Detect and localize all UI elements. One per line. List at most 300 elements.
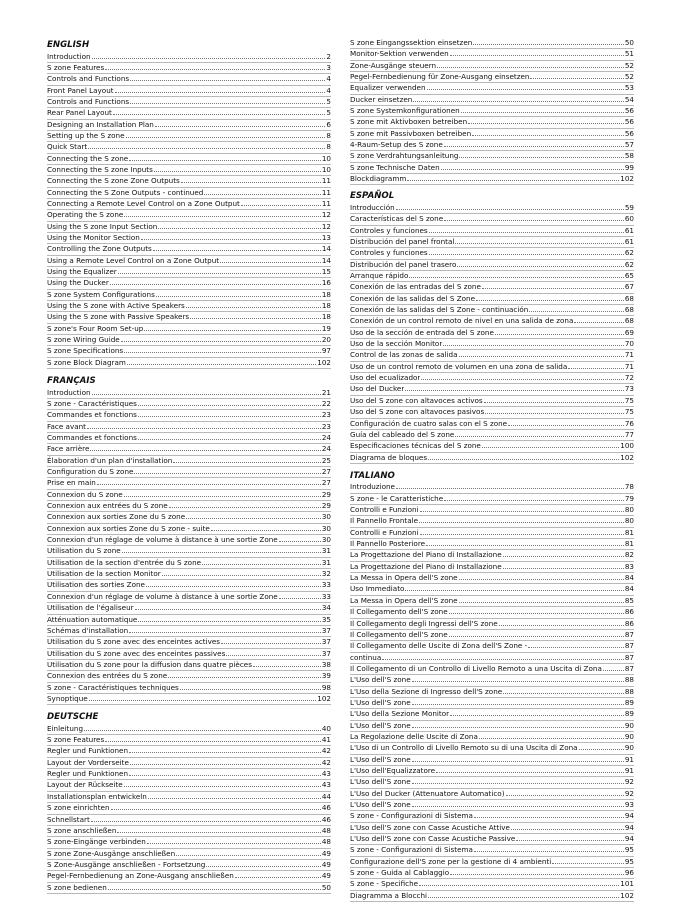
toc-entry[interactable] [350, 95, 634, 106]
toc-entry[interactable] [47, 410, 331, 421]
toc-entry[interactable] [47, 199, 331, 210]
toc-entry[interactable] [350, 271, 634, 282]
toc-entry[interactable] [350, 282, 634, 293]
toc-entry[interactable] [350, 664, 634, 675]
toc-entry-title: Layout der Rückseite [47, 780, 123, 790]
toc-entry[interactable] [350, 163, 634, 174]
toc-entry[interactable] [47, 735, 331, 746]
toc-entry[interactable] [47, 422, 331, 433]
toc-entry-title: La Progettazione del Piano di Installazione [350, 550, 502, 560]
toc-entry[interactable] [350, 117, 634, 128]
toc-entry-page: 11 [321, 187, 331, 197]
leader-dots [396, 488, 624, 489]
toc-entry-title: Connexion d'un réglage de volume à distance à une sortie Zone [47, 535, 278, 545]
toc-entry[interactable] [47, 871, 331, 882]
toc-entry[interactable] [47, 649, 331, 660]
toc-entry-page: 24 [321, 444, 331, 454]
toc-entry[interactable] [47, 501, 331, 512]
toc-entry-page: 80 [624, 505, 634, 515]
toc-entry[interactable] [350, 721, 634, 732]
toc-entry-title: Regler und Funktionen [47, 769, 129, 779]
toc-entry[interactable] [350, 72, 634, 83]
toc-entry-title: S zone's Four Room Set-up [47, 323, 144, 333]
toc-entry-page: 5 [326, 108, 331, 118]
toc-entry-page: 30 [321, 512, 331, 522]
leader-dots [105, 69, 325, 70]
toc-entry[interactable] [350, 868, 634, 879]
toc-entry-page: 13 [321, 233, 331, 242]
toc-entry[interactable] [350, 441, 634, 452]
toc-entry-title: S zone-Eingänge verbinden [47, 837, 146, 847]
toc-entry-page: 79 [624, 493, 634, 503]
toc-entry[interactable] [350, 505, 634, 516]
toc-entry-page: 29 [321, 489, 331, 499]
toc-entry-title: Face avant [47, 421, 86, 431]
leader-dots [437, 67, 624, 68]
toc-entry-title: L'Uso dell'S zone [350, 800, 411, 809]
toc-entry-page: 89 [624, 709, 634, 719]
toc-entry[interactable] [47, 86, 331, 97]
toc-entry[interactable] [47, 478, 331, 489]
toc-entry-title: Atténuation automatique [47, 614, 138, 624]
toc-entry-title: Einleitung [47, 723, 84, 733]
toc-entry-title: Uso Immediato [350, 584, 405, 594]
toc-entry[interactable] [47, 176, 331, 187]
toc-entry[interactable] [47, 165, 331, 176]
toc-entry[interactable] [350, 305, 634, 316]
toc-entry-page: 48 [321, 825, 331, 835]
toc-entry[interactable] [350, 516, 634, 527]
toc-entry-title: Configuración de cuatro salas con el S zone [350, 418, 508, 428]
toc-entry[interactable] [47, 883, 331, 894]
toc-entry[interactable] [350, 482, 634, 493]
toc-entry[interactable] [350, 743, 634, 754]
toc-entry[interactable] [350, 106, 634, 117]
toc-entry-title: Il Collegamento degli Ingressi dell'S zone [350, 618, 498, 628]
toc-entry[interactable] [350, 339, 634, 350]
toc-entry[interactable] [47, 301, 331, 312]
toc-entry-page: 75 [624, 395, 634, 405]
toc-entry-title: Setting up the S zone [47, 130, 125, 140]
toc-entry[interactable] [350, 83, 634, 94]
toc-entry[interactable] [350, 709, 634, 720]
toc-entry[interactable] [47, 210, 331, 221]
toc-entry-page: 85 [624, 595, 634, 605]
leader-dots [459, 157, 623, 158]
toc-entry-page: 12 [321, 221, 331, 231]
leader-dots [202, 564, 321, 565]
toc-entry-page: 60 [624, 214, 634, 224]
toc-entry[interactable] [350, 49, 634, 60]
leader-dots [412, 727, 624, 728]
toc-entry-title: S zone Features [47, 62, 105, 72]
toc-entry[interactable] [350, 396, 634, 407]
toc-entry[interactable] [47, 837, 331, 848]
toc-entry-title: S zone Specifications [47, 346, 124, 356]
toc-entry[interactable] [47, 388, 331, 399]
toc-entry[interactable] [47, 524, 331, 535]
toc-entry[interactable] [47, 278, 331, 289]
toc-entry[interactable] [47, 244, 331, 255]
toc-entry-title: Uso de la sección de entrada del S zone [350, 327, 494, 337]
toc-entry-page: 52 [624, 72, 634, 82]
toc-entry-page: 22 [321, 398, 331, 408]
toc-entry[interactable] [350, 407, 634, 418]
toc-entry[interactable] [47, 290, 331, 301]
toc-entry[interactable] [47, 490, 331, 501]
toc-entry[interactable] [350, 316, 634, 327]
leader-dots [124, 496, 321, 497]
leader-dots [111, 809, 321, 810]
leader-dots [412, 806, 624, 807]
leader-dots [405, 590, 623, 591]
toc-entry[interactable] [350, 653, 634, 664]
toc-entry[interactable] [350, 619, 634, 630]
toc-entry[interactable] [47, 131, 331, 142]
toc-entry-title: Controlling the Zone Outputs [47, 244, 152, 254]
toc-entry[interactable] [350, 823, 634, 834]
section-heading: DEUTSCHE [47, 712, 99, 723]
toc-entry[interactable] [350, 675, 634, 686]
toc-entry[interactable] [350, 584, 634, 595]
toc-entry[interactable] [47, 142, 331, 153]
toc-entry[interactable] [350, 607, 634, 618]
toc-entry[interactable] [47, 433, 331, 444]
toc-entry-title: L'Uso della Sezione Monitor [350, 709, 450, 719]
toc-entry-page: 62 [624, 248, 634, 258]
toc-entry[interactable] [350, 140, 634, 151]
toc-entry-title: Guía del cableado del S zone [350, 429, 455, 439]
leader-dots [253, 666, 321, 667]
toc-entry-title: Connecting the S zone [47, 153, 129, 163]
leader-dots [186, 307, 321, 308]
toc-entry-page: 42 [321, 746, 331, 756]
toc-entry[interactable] [350, 174, 634, 185]
toc-entry[interactable] [47, 324, 331, 335]
toc-entry[interactable] [47, 358, 331, 369]
toc-entry-page: 96 [624, 868, 634, 878]
leader-dots [124, 352, 321, 353]
toc-entry[interactable] [350, 630, 634, 641]
toc-entry[interactable] [350, 857, 634, 868]
leader-dots [444, 146, 624, 147]
toc-entry-title: Commandes et fonctions [47, 410, 137, 420]
toc-entry-title: Designing an Installation Plan [47, 119, 154, 129]
toc-entry-page: 4 [326, 74, 331, 84]
toc-entry[interactable] [47, 803, 331, 814]
toc-entry-page: 101 [620, 879, 634, 889]
toc-entry[interactable] [47, 535, 331, 546]
toc-entry[interactable] [47, 694, 331, 705]
toc-entry[interactable] [350, 528, 634, 539]
toc-entry[interactable] [47, 222, 331, 233]
leader-dots [92, 394, 321, 395]
toc-entry-title: Commandes et fonctions [47, 433, 137, 442]
toc-entry[interactable] [47, 558, 331, 569]
toc-entry-title: Monitor-Sektion verwenden [350, 49, 449, 59]
leader-dots [450, 55, 624, 56]
leader-dots [110, 284, 321, 285]
toc-entry[interactable] [47, 637, 331, 648]
toc-entry[interactable] [47, 546, 331, 557]
toc-entry[interactable] [350, 755, 634, 766]
toc-entry[interactable] [47, 660, 331, 671]
leader-dots [147, 843, 321, 844]
toc-entry[interactable] [47, 746, 331, 757]
toc-entry-page: 8 [326, 130, 331, 140]
toc-entry-page: 92 [624, 788, 634, 798]
toc-entry[interactable] [47, 108, 331, 119]
leader-dots [154, 171, 321, 172]
toc-entry[interactable] [350, 834, 634, 845]
toc-entry[interactable] [350, 811, 634, 822]
toc-entry-page: 38 [321, 659, 331, 669]
toc-entry[interactable] [47, 792, 331, 803]
toc-entry-title: Synoptique [47, 693, 88, 703]
toc-entry[interactable] [350, 789, 634, 800]
toc-entry[interactable] [350, 879, 634, 890]
leader-dots [87, 428, 321, 429]
leader-dots [186, 518, 321, 519]
toc-entry[interactable] [350, 226, 634, 237]
toc-entry[interactable] [47, 120, 331, 131]
toc-entry-page: 61 [624, 237, 634, 246]
toc-entry[interactable] [350, 596, 634, 607]
leader-dots [173, 462, 321, 463]
toc-entry-title: Installationsplan entwickeln [47, 791, 147, 801]
leader-dots [459, 579, 624, 580]
leader-dots [482, 288, 624, 289]
toc-entry-page: 86 [624, 618, 634, 628]
toc-entry[interactable] [47, 849, 331, 860]
toc-entry[interactable] [47, 626, 331, 637]
toc-entry[interactable] [47, 312, 331, 323]
toc-entry[interactable] [47, 615, 331, 626]
leader-dots [130, 80, 325, 81]
toc-entry-page: 48 [321, 837, 331, 847]
toc-entry[interactable] [350, 800, 634, 811]
toc-entry-page: 16 [321, 278, 331, 288]
toc-entry[interactable] [47, 74, 331, 85]
toc-entry-page: 102 [317, 357, 331, 367]
leader-dots [127, 364, 316, 365]
toc-entry-page: 18 [321, 301, 331, 311]
toc-entry[interactable] [350, 698, 634, 709]
leader-dots [495, 334, 624, 335]
leader-dots [279, 541, 321, 542]
toc-entry[interactable] [350, 687, 634, 698]
leader-dots [474, 817, 624, 818]
toc-entry[interactable] [47, 769, 331, 780]
toc-entry-title: Conexión de las salidas del S Zone [350, 293, 476, 303]
leader-dots [427, 89, 624, 90]
toc-entry[interactable] [350, 61, 634, 72]
toc-entry-page: 91 [624, 765, 634, 775]
toc-entry-title: Distribución del panel trasero [350, 259, 457, 269]
toc-entry-title: Utilisation de la section d'entrée du S zone [47, 557, 202, 567]
toc-entry-page: 86 [624, 607, 634, 617]
toc-entry[interactable] [350, 362, 634, 373]
toc-entry[interactable] [47, 780, 331, 791]
toc-entry-page: 68 [624, 305, 634, 315]
toc-entry[interactable] [47, 335, 331, 346]
toc-entry[interactable] [47, 671, 331, 682]
toc-entry-title: Schnellstart [47, 814, 90, 824]
toc-entry-title: Il Collegamento dell'S zone [350, 607, 448, 617]
toc-entry[interactable] [47, 63, 331, 74]
toc-entry-page: 8 [326, 142, 331, 152]
toc-entry[interactable] [350, 294, 634, 305]
toc-entry[interactable] [350, 328, 634, 339]
toc-entry[interactable] [350, 845, 634, 856]
toc-entry[interactable] [47, 815, 331, 826]
toc-entry[interactable] [47, 603, 331, 614]
toc-entry[interactable] [350, 641, 634, 652]
toc-entry-title: Utilisation de l'égaliseur [47, 603, 134, 613]
toc-entry-page: 49 [321, 859, 331, 869]
leader-dots [449, 636, 624, 637]
toc-entry[interactable] [47, 52, 331, 63]
toc-entry-title: Uso del S zone con altavoces pasivos [350, 407, 485, 417]
toc-entry-page: 50 [624, 38, 634, 47]
toc-entry[interactable] [47, 233, 331, 244]
toc-entry[interactable] [350, 129, 634, 140]
toc-entry-title: L'Uso dell'Equalizzatore [350, 765, 436, 775]
toc-entry-title: Control de las zonas de salida [350, 350, 458, 360]
toc-entry[interactable] [47, 580, 331, 591]
toc-entry[interactable] [47, 724, 331, 735]
leader-dots [503, 693, 624, 694]
leader-dots [485, 413, 624, 414]
toc-entry-page: 94 [624, 834, 634, 844]
toc-entry[interactable] [350, 453, 634, 464]
leader-dots [443, 345, 624, 346]
leader-dots [516, 840, 623, 841]
toc-entry[interactable] [47, 860, 331, 871]
leader-dots [396, 209, 624, 210]
toc-entry[interactable] [47, 683, 331, 694]
toc-entry-title: Schémas d'installation [47, 625, 129, 635]
toc-entry[interactable] [350, 260, 634, 271]
toc-entry-page: 71 [624, 361, 634, 371]
toc-entry-page: 19 [321, 323, 331, 333]
toc-entry-title: Operating the S zone [47, 210, 124, 220]
toc-entry[interactable] [47, 399, 331, 410]
toc-entry[interactable] [350, 214, 634, 225]
toc-entry[interactable] [47, 456, 331, 467]
toc-entry-title: L'Uso dell'S zone [350, 777, 411, 787]
leader-dots [508, 425, 624, 426]
toc-entry-page: 56 [624, 106, 634, 116]
leader-dots [568, 368, 624, 369]
toc-entry-title: Face arrière [47, 444, 90, 454]
toc-entry-title: Connexion des entrées du S zone [47, 671, 168, 681]
toc-entry[interactable] [350, 151, 634, 162]
toc-section-francais [47, 376, 331, 705]
toc-entry[interactable] [350, 430, 634, 441]
toc-entry-title: Introduction [47, 51, 91, 61]
toc-entry[interactable] [47, 512, 331, 523]
toc-entry-page: 75 [624, 407, 634, 417]
leader-dots [126, 137, 326, 138]
toc-entry[interactable] [350, 203, 634, 214]
toc-entry-page: 87 [624, 629, 634, 639]
toc-entry-page: 89 [624, 697, 634, 707]
toc-entry-title: Uso del Ducker [350, 384, 405, 394]
toc-entry[interactable] [47, 444, 331, 455]
toc-entry-page: 52 [624, 60, 634, 70]
toc-entry-title: L'Uso dell'S zone con Casse Acustiche Passive [350, 834, 516, 844]
toc-entry[interactable] [47, 758, 331, 769]
toc-entry[interactable] [350, 891, 634, 902]
toc-entry[interactable] [47, 256, 331, 267]
toc-entry-title: Controlli e Funzioni [350, 527, 419, 537]
leader-dots [89, 700, 317, 701]
toc-entry[interactable] [350, 766, 634, 777]
toc-entry-title: Connecting the S zone Zone Outputs [47, 176, 180, 186]
toc-entry-title: Diagrama de bloques [350, 452, 428, 462]
toc-entry[interactable] [47, 592, 331, 603]
toc-entry-page: 23 [321, 421, 331, 431]
leader-dots [413, 101, 624, 102]
toc-entry-title: L'Uso dell'S zone [350, 697, 411, 707]
toc-entry[interactable] [350, 38, 634, 49]
toc-entry-title: Connexion du S zone [47, 489, 123, 499]
toc-entry[interactable] [47, 154, 331, 165]
toc-entry[interactable] [350, 777, 634, 788]
toc-entry[interactable] [350, 550, 634, 561]
toc-entry-title: Utilisation du S zone [47, 546, 121, 556]
toc-entry[interactable] [47, 346, 331, 357]
toc-entry[interactable] [47, 97, 331, 108]
leader-dots [420, 534, 624, 535]
toc-entry-title: S zone Wiring Guide [47, 335, 120, 345]
toc-entry-page: 24 [321, 433, 331, 442]
toc-entry-title: Using the Ducker [47, 278, 109, 288]
leader-dots [472, 135, 624, 136]
toc-entry-page: 42 [321, 757, 331, 767]
leader-dots [482, 447, 619, 448]
toc-entry[interactable] [350, 350, 634, 361]
toc-entry-page: 30 [321, 523, 331, 533]
toc-entry[interactable] [350, 732, 634, 743]
toc-entry[interactable] [47, 467, 331, 478]
toc-entry[interactable] [47, 267, 331, 278]
leader-dots [459, 356, 624, 357]
toc-entry[interactable] [350, 384, 634, 395]
toc-entry[interactable] [350, 248, 634, 259]
toc-entry[interactable] [47, 569, 331, 580]
toc-entry[interactable] [350, 573, 634, 584]
toc-entry[interactable] [350, 419, 634, 430]
toc-entry[interactable] [350, 562, 634, 573]
toc-section-english [47, 40, 331, 369]
toc-entry[interactable] [350, 373, 634, 384]
toc-entry[interactable] [350, 539, 634, 550]
leader-dots [226, 655, 321, 656]
toc-entry-title: Utilisation de la section Monitor [47, 569, 161, 579]
toc-entry[interactable] [47, 188, 331, 199]
toc-entry-page: 10 [321, 153, 331, 163]
toc-entry[interactable] [350, 237, 634, 248]
section-heading: ESPAÑOL [350, 191, 395, 202]
toc-entry-page: 53 [624, 83, 634, 93]
toc-entry[interactable] [350, 494, 634, 505]
toc-entry-title: Connexion d'un réglage de volume à distance à une sortie Zone [47, 591, 278, 601]
leader-dots [473, 44, 624, 45]
toc-entry-page: 88 [624, 686, 634, 696]
toc-entry[interactable] [47, 826, 331, 837]
